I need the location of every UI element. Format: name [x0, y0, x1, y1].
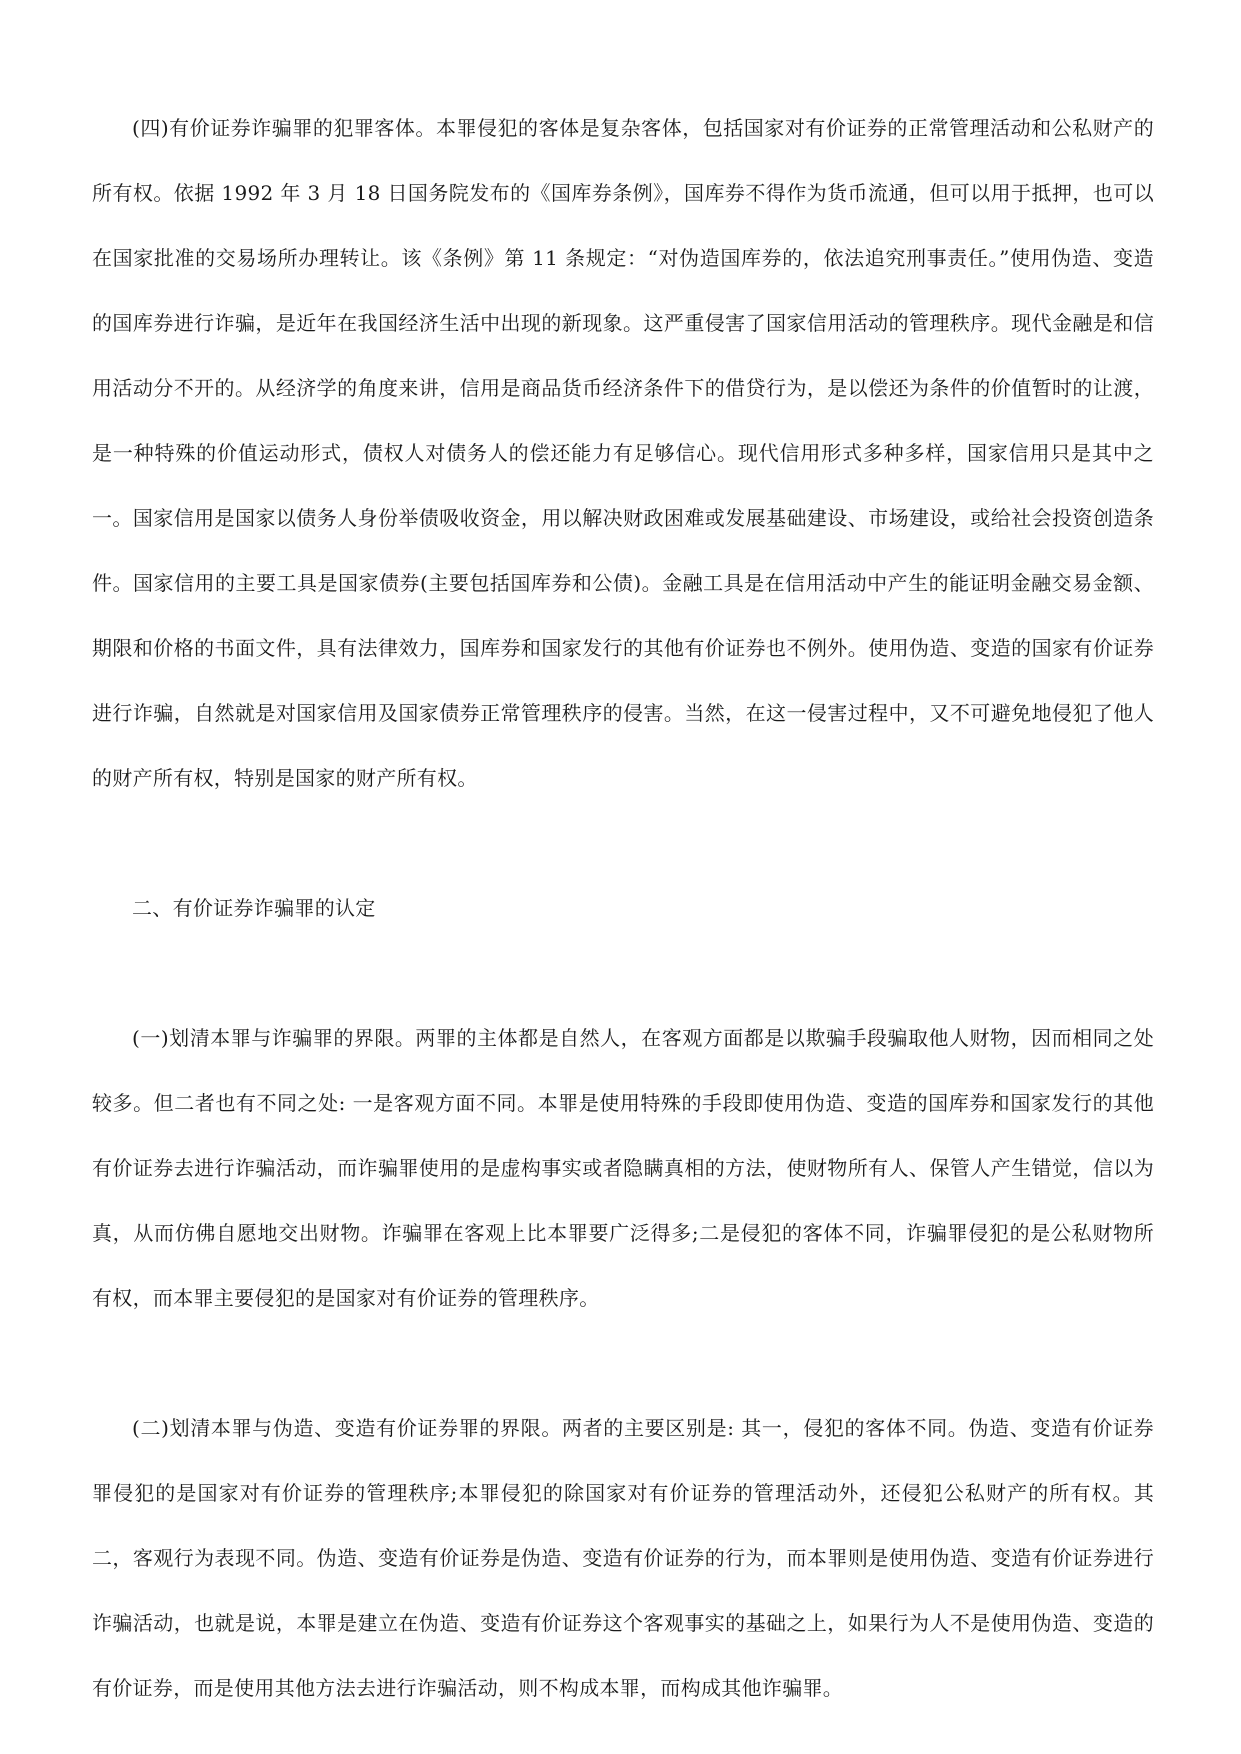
section-heading-determination: 二、有价证券诈骗罪的认定 — [132, 896, 376, 920]
paragraph-gap — [92, 811, 1154, 876]
paragraph-gap — [92, 941, 1154, 1006]
paragraph-gap — [92, 1331, 1154, 1396]
paragraph-distinguish-fraud: (一)划清本罪与诈骗罪的界限。两罪的主体都是自然人，在客观方面都是以欺骗手段骗取他人财物，因而相同之处较多。但二者也有不同之处: 一是客观方面不同。本罪是使用特殊的手段即使用伪造、变造的国库券和国家发行的其他有价证券去进行诈骗活动，而诈骗罪使用的是虚构事实或者隐瞒真相的方法，使财物所有人、保管人产生错觉，信以为真，从而仿佛自愿地交出财物。诈骗罪在客观上比本罪要广泛得多;二是侵犯的客体不同，诈骗罪侵犯的是公私财物所有权，而本罪主要侵犯的是国家对有价证券的管理秩序。 — [92, 1026, 1154, 1310]
document-page — [92, 96, 1154, 1721]
paragraph-distinguish-forgery: (二)划清本罪与伪造、变造有价证券罪的界限。两者的主要区别是: 其一，侵犯的客体不同。伪造、变造有价证券罪侵犯的是国家对有价证券的管理秩序;本罪侵犯的除国家对有价证券的管理活动外，还侵犯公私财产的所有权。其二，客观行为表现不同。伪造、变造有价证券是伪造、变造有价证券的行为，而本罪则是使用伪造、变造有价证券进行诈骗活动，也就是说，本罪是建立在伪造、变造有价证券这个客观事实的基础之上，如果行为人不是使用伪造、变造的有价证券，而是使用其他方法去进行诈骗活动，则不构成本罪，而构成其他诈骗罪。 — [92, 1416, 1154, 1700]
paragraph-crime-object: (四)有价证券诈骗罪的犯罪客体。本罪侵犯的客体是复杂客体，包括国家对有价证券的正常管理活动和公私财产的所有权。依据 1992 年 3 月 18 日国务院发布的《国库券条例》，国库券不得作为货币流通，但可以用于抵押，也可以在国家批准的交易场所办理转让。该《条例》第 11 条规定：“对伪造国库券的，依法追究刑事责任。”使用伪造、变造的国库券进行诈骗，是近年在我国经济生活中出现的新现象。这严重侵害了国家信用活动的管理秩序。现代金融是和信用活动分不开的。从经济学的角度来讲，信用是商品货币经济条件下的借贷行为，是以偿还为条件的价值暂时的让渡，是一种特殊的价值运动形式，债权人对债务人的偿还能力有足够信心。现代信用形式多种多样，国家信用只是其中之一。国家信用是国家以债务人身份举债吸收资金，用以解决财政困难或发展基础建设、市场建设，或给社会投资创造条件。国家信用的主要工具是国家债券(主要包括国库券和公债)。金融工具是在信用活动中产生的能证明金融交易金额、期限和价格的书面文件，具有法律效力，国库券和国家发行的其他有价证券也不例外。使用伪造、变造的国家有价证券进行诈骗，自然就是对国家信用及国家债券正常管理秩序的侵害。当然，在这一侵害过程中，又不可避免地侵犯了他人的财产所有权，特别是国家的财产所有权。 — [92, 116, 1154, 790]
